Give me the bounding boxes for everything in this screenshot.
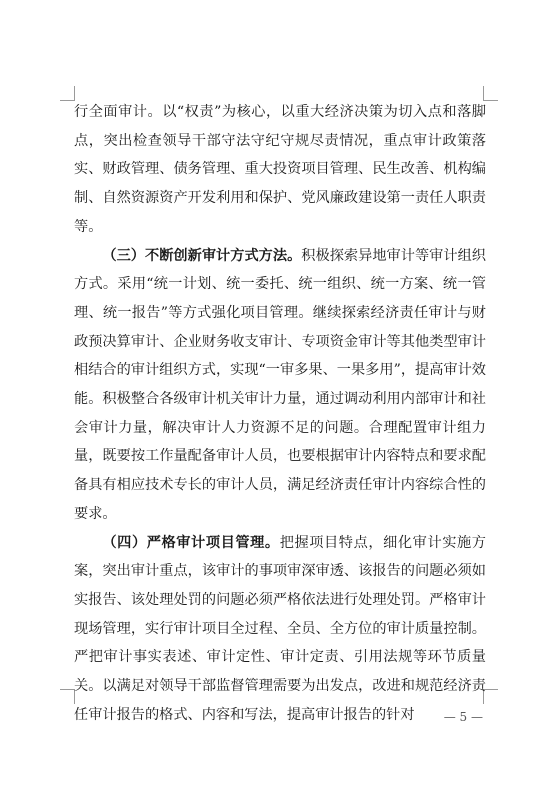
- crop-mark-top-left: [60, 86, 75, 101]
- crop-mark-bottom-left: [60, 689, 75, 704]
- paragraph-text: 积极探索异地审计等审计组织方式。采用“统一计划、统一委托、统一组织、统一方案、统一管理、统一报告”等方式强化项目管理。继续探索经济责任审计与财政预决算审计、企业财务收支审计、专项资金审计等其他类型审计相结合的审计组织方式，实现“一审多果、一果多用”，提高审计效能。积极整合各级审计机关审计力量，通过调动利用内部审计和社会审计力量，解决审计人力资源不足的问题。合理配置审计组力量，既要按工作量配备审计人员，也要根据审计内容特点和要求配备具有相应技术专长的审计人员，满足经济责任审计内容综合性的要求。: [74, 247, 486, 522]
- paragraph-project-management: [74, 529, 486, 730]
- document-body: [74, 98, 486, 729]
- paragraph-text: 把握项目特点，细化审计实施方案，突出审计重点，该审计的事项审深审透、该报告的问题必须如实报告、该处理处罚的问题必须严格依法进行处理处罚。严格审计现场管理，实行审计项目全过程、全员、全方位的审计质量控制。严把审计事实表述、审计定性、审计定责、引用法规等环节质量关。以满足对领导干部监督管理需要为出发点，改进和规范经济责任审计报告的格式、内容和写法，提高审计报告的针对: [74, 534, 486, 723]
- paragraph-innovate-methods: [74, 242, 486, 529]
- page-number: — 5 —: [443, 710, 483, 724]
- paragraph-text: 行全面审计。以“权责”为核心，以重大经济决策为切入点和落脚点，突出检查领导干部守法守纪守规尽责情况，重点审计政策落实、财政管理、债务管理、重大投资项目管理、民生改善、机构编制、自然资源资产开发利用和保护、党风廉政建设第一责任人职责等。: [74, 104, 486, 235]
- section-heading: （三）不断创新审计方式方法。: [102, 247, 302, 264]
- section-heading: （四）严格审计项目管理。: [102, 534, 280, 551]
- paragraph-continuation: [74, 98, 486, 242]
